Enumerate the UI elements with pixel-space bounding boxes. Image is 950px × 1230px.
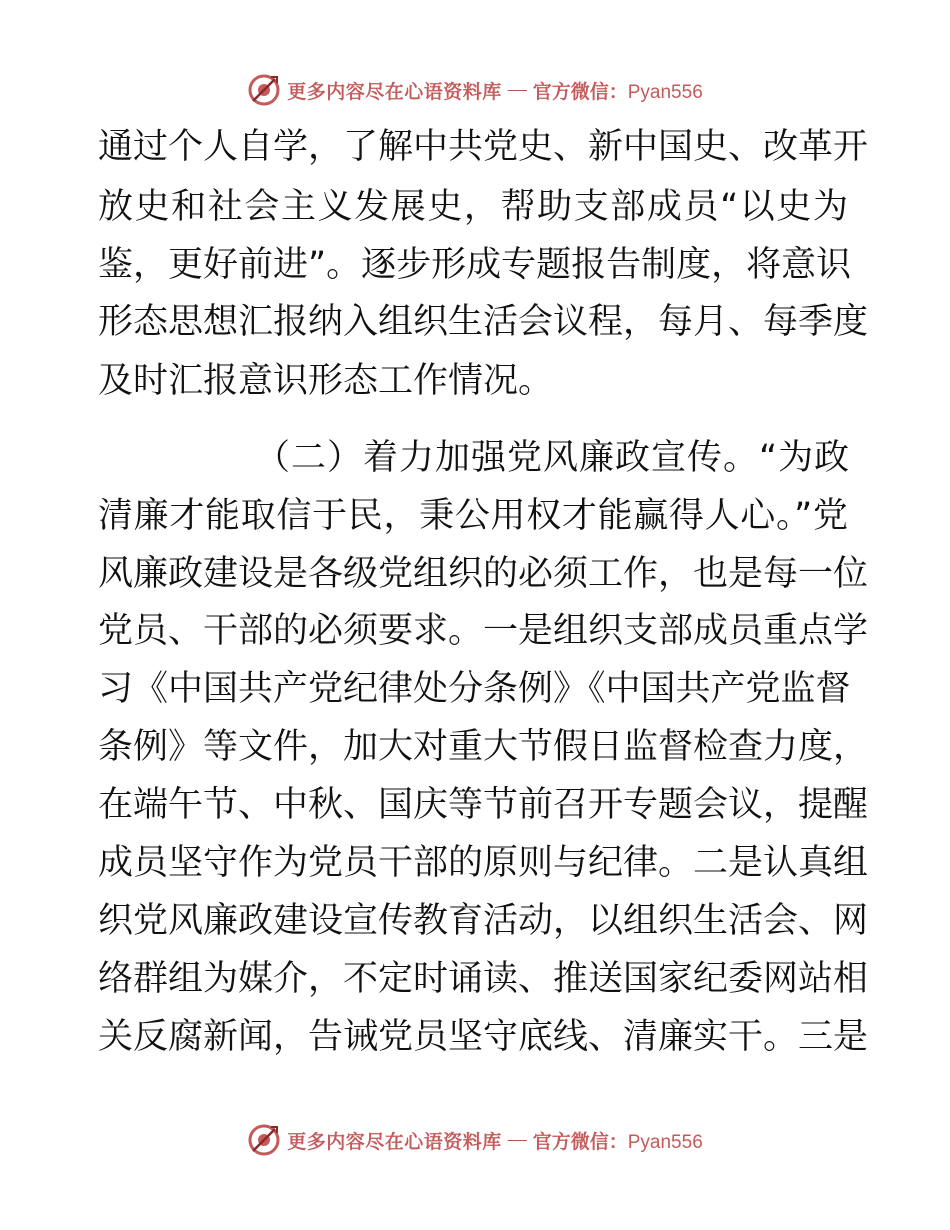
- body-line: 党员、干部的必须要求。一是组织支部成员重点学: [98, 611, 869, 651]
- footer-separator: —: [507, 1129, 527, 1150]
- body-line: 在端午节、中秋、国庆等节前召开专题会议，提醒: [98, 785, 869, 825]
- footer-site-text: 更多内容尽在心语资料库: [287, 1130, 502, 1153]
- header-contact-label: 官方微信：: [532, 80, 628, 103]
- body-line: 及时汇报意识形态工作情况。: [98, 361, 554, 401]
- header-separator: —: [507, 79, 527, 100]
- footer-contact-id: Pyan556: [627, 1131, 703, 1153]
- header-banner: [0, 70, 950, 110]
- section-heading: （二）着力加强党风廉政宣传。“为政: [255, 438, 851, 478]
- footer-contact: [533, 1127, 703, 1154]
- body-line: 放史和社会主义发展史，帮助支部成员“以史为: [98, 187, 848, 227]
- body-line: 通过个人自学，了解中共党史、新中国史、改革开: [98, 127, 869, 167]
- body-line: 鉴，更好前进”。逐步形成专题报告制度，将意识: [98, 245, 852, 285]
- body-line: 习《中国共产党纪律处分条例》《中国共产党监督: [98, 669, 851, 709]
- body-line: 条例》等文件，加大对重大节假日监督检查力度，: [98, 727, 869, 767]
- body-line: 成员坚守作为党员干部的原则与纪律。二是认真组: [98, 843, 869, 883]
- logo-icon: [247, 1123, 281, 1157]
- body-line: 织党风廉政建设宣传教育活动，以组织生活会、网: [98, 901, 869, 941]
- footer-banner: [0, 1120, 950, 1160]
- footer-contact-label: 官方微信：: [532, 1130, 628, 1153]
- body-line: 关反腐新闻，告诫党员坚守底线、清廉实干。三是: [98, 1017, 869, 1057]
- header-site-text: 更多内容尽在心语资料库: [287, 80, 502, 103]
- header-contact-id: Pyan556: [627, 81, 703, 103]
- header-contact: [533, 77, 703, 104]
- body-line: 风廉政建设是各级党组织的必须工作，也是每一位: [98, 554, 869, 594]
- body-line: 形态思想汇报纳入组织生活会议程，每月、每季度: [98, 302, 869, 342]
- body-line: 络群组为媒介，不定时诵读、推送国家纪委网站相: [98, 959, 869, 999]
- body-line: 清廉才能取信于民，秉公用权才能赢得人心。”党: [98, 496, 848, 536]
- logo-icon: [247, 73, 281, 107]
